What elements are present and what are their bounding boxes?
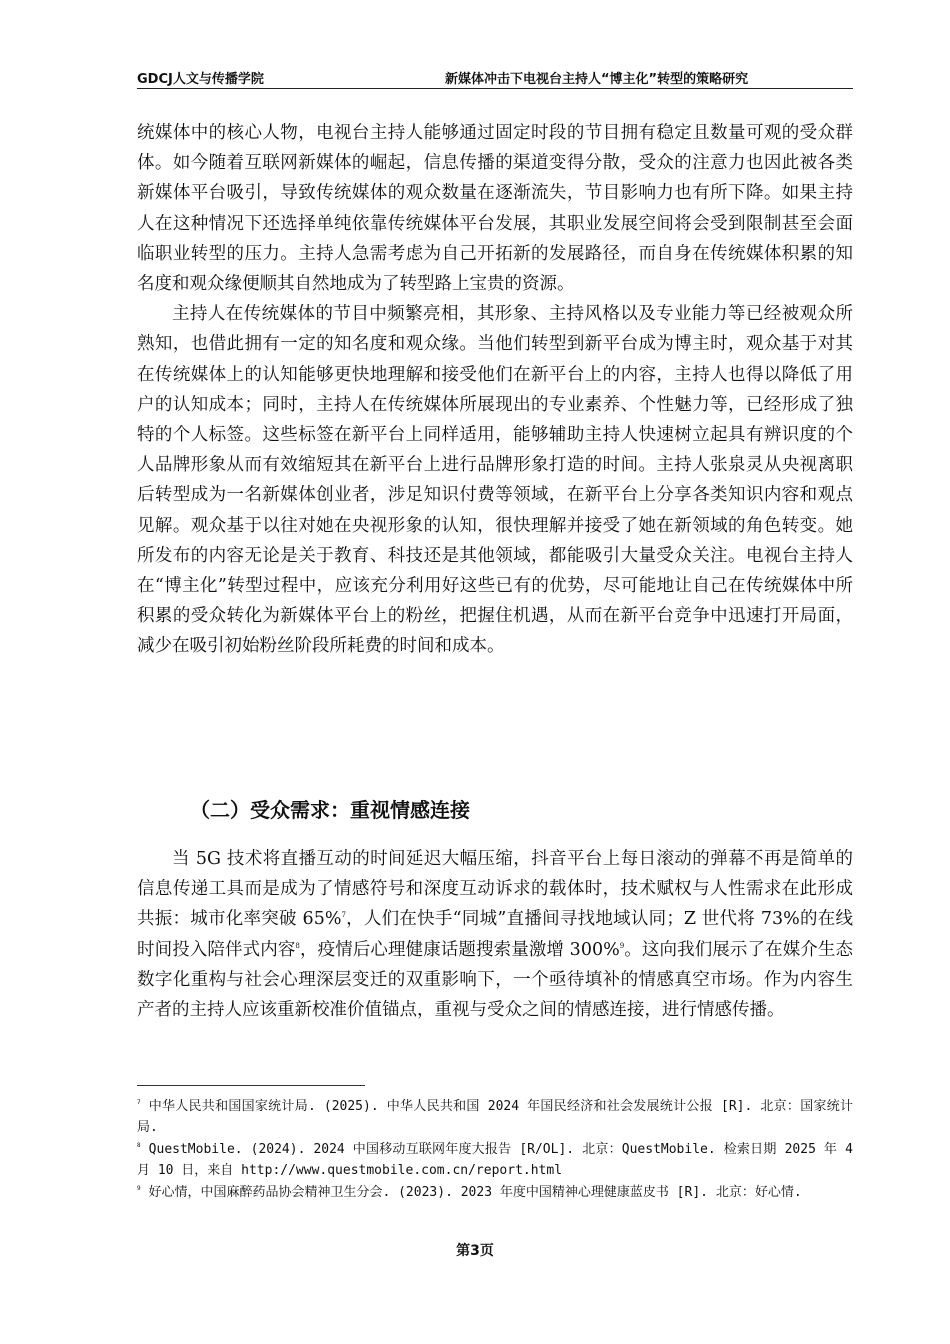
footnote	[137, 1139, 853, 1181]
paragraph-host-advantage: 主持人在传统媒体的节目中频繁亮相，其形象、主持风格以及专业能力等已经被观众所熟知，也借此拥有一定的知名度和观众缘。当他们转型到新平台成为博主时，观众基于对其在传统媒体上的认知能够更快地理解和接受他们在新平台上的内容，主持人也得以降低了用户的认知成本；同时，主持人在传统媒体所展现出的专业素养、个性魅力等，已经形成了独特的个人标签。这些标签在新平台上同样适用，能够辅助主持人快速树立起具有辨识度的个人品牌形象从而有效缩短其在新平台上进行品牌形象打造的时间。主持人张泉灵从央视离职后转型成为一名新媒体创业者，涉足知识付费等领域，在新平台上分享各类知识内容和观点见解。观众基于以往对她在央视形象的认知，很快理解并接受了她在新领域的角色转变。她所发布的内容无论是关于教育、科技还是其他领域，都能吸引大量受众关注。电视台主持人在“博主化”转型过程中，应该充分利用好这些已有的优势，尽可能地让自己在传统媒体中所积累的受众转化为新媒体平台上的粉丝，把握住机遇，从而在新平台竞争中迅速打开局面，减少在吸引初始粉丝阶段所耗费的时间和成本。	[137, 304, 853, 657]
footnote-ref[interactable]: 8	[295, 941, 300, 950]
footnote-text: 中华人民共和国国家统计局. (2025). 中华人民共和国 2024 年国民经济和社会发展统计公报 [R]. 北京：国家统计局.	[137, 1099, 854, 1135]
footnote-text: QuestMobile. (2024). 2024 中国移动互联网年度大报告 [R/OL]. 北京：QuestMobile. 检索日期 2025 年 4 月 10 日，来自 http://www.questmobile.com.cn/report.html	[137, 1142, 854, 1178]
footnote-number: 8	[137, 1142, 141, 1149]
paragraph-audience-needs	[137, 844, 853, 1025]
footnote-ref[interactable]: 7	[341, 911, 346, 920]
footnote-divider	[137, 1085, 365, 1086]
paragraph-text-part: 。这向我们展示了在媒介生态数字化重构与社会心理深层变迁的双重影响下，一个亟待填补的情感真空市场。作为内容生产者的主持人应该重新校准价值锚点，重视与受众之间的情感连接，进行情感传播。	[137, 939, 854, 1021]
footnote	[137, 1096, 853, 1138]
header-institution: GDCJ人文与传播学院	[137, 72, 264, 87]
section-heading: （二）受众需求：重视情感连接	[190, 798, 470, 822]
page-header	[137, 64, 853, 89]
main-body	[137, 118, 853, 662]
footnotes	[137, 1096, 853, 1204]
paragraph-continued: 统媒体中的核心人物，电视台主持人能够通过固定时段的节目拥有稳定且数量可观的受众群体。如今随着互联网新媒体的崛起，信息传播的渠道变得分散，受众的注意力也因此被各类新媒体平台吸引，导致传统媒体的观众数量在逐渐流失，节目影响力也有所下降。如果主持人在这种情况下还选择单纯依靠传统媒体平台发展，其职业发展空间将会受到限制甚至会面临职业转型的压力。主持人急需考虑为自己开拓新的发展路径，而自身在传统媒体积累的知名度和观众缘便顺其自然地成为了转型路上宝贵的资源。	[137, 123, 853, 295]
footnote	[137, 1182, 853, 1203]
paragraph-text-part: ，疫情后心理健康话题搜索量激增 300%	[299, 939, 620, 960]
section-body	[137, 844, 853, 1025]
footnote-ref[interactable]: 9	[619, 941, 625, 950]
paragraph-text-part: ，人们在快手“同城”直播间寻找地域认同；Z 世代将 73%的在线时间投入陪伴式内容	[137, 909, 853, 960]
page-number: 第3页	[456, 1243, 494, 1259]
header-paper-title: 新媒体冲击下电视台主持人“博主化”转型的策略研究	[445, 72, 749, 87]
footnote-number: 7	[137, 1099, 141, 1106]
footnote-number: 9	[137, 1185, 141, 1192]
paragraph-text-part: 当 5G 技术将直播互动的时间延迟大幅压缩，抖音平台上每日滚动的弹幕不再是简单的信息传递工具而是成为了情感符号和深度互动诉求的载体时，技术赋权与人性需求在此形成共振：城市化率突破 65%	[137, 849, 853, 930]
footnote-text: 好心情，中国麻醉药品协会精神卫生分会. (2023). 2023 年度中国精神心理健康蓝皮书 [R]. 北京：好心情.	[148, 1185, 802, 1200]
